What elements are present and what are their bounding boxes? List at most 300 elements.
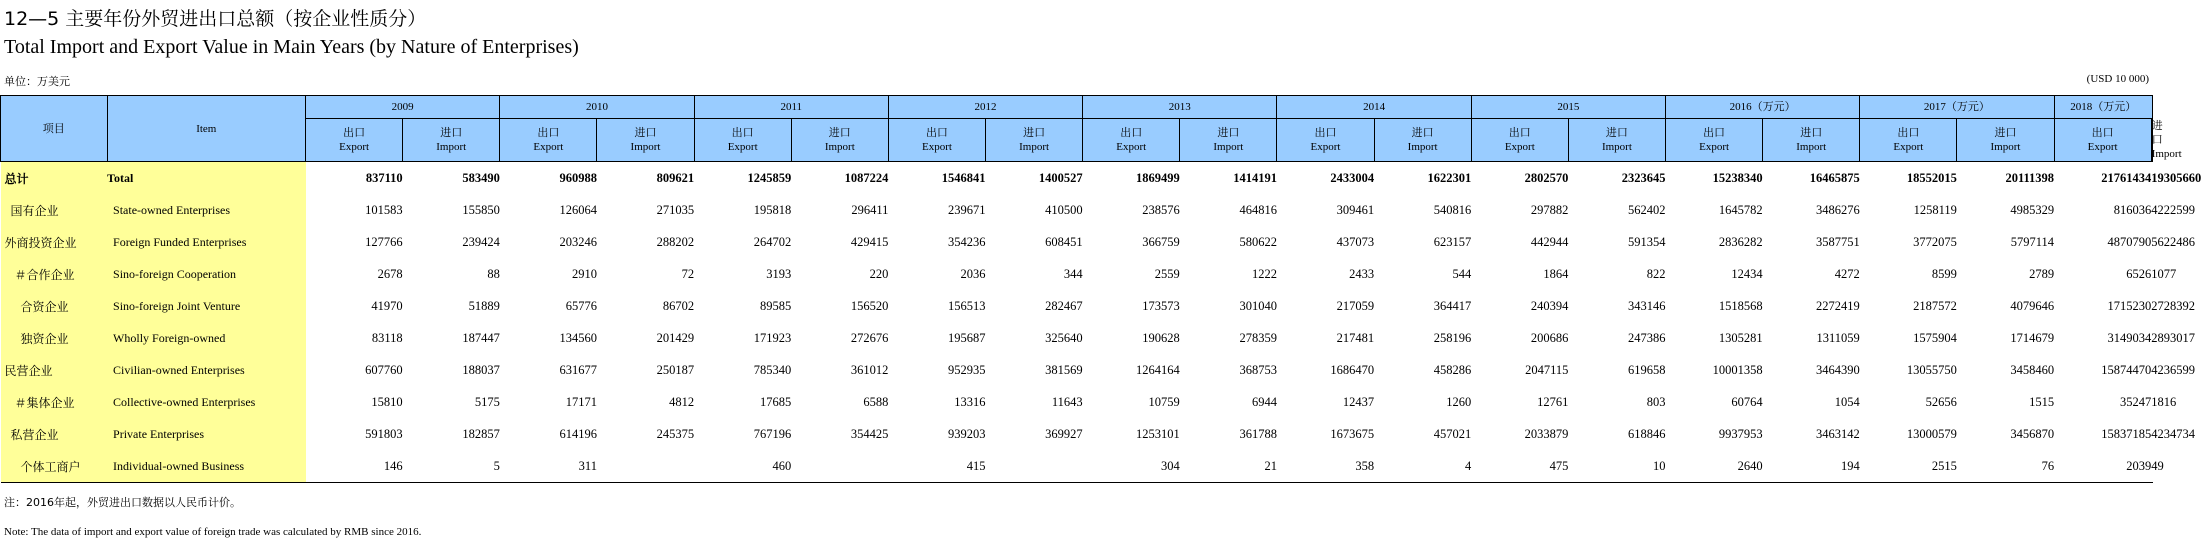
value-cell: 2039 [2054,450,2151,483]
table-row [1,290,2153,322]
value-cell: 767196 [753,426,792,441]
value-cell: 1222 [1251,266,1277,281]
export-header [1277,119,1374,162]
value-cell: 20111398 [2005,170,2055,185]
value-cell: 809621 [656,170,695,185]
value-cell: 6944 [1251,394,1277,409]
page-title-en: Total Import and Export Value in Main Years (by Nature of Enterprises) [4,36,579,58]
export-header [1471,119,1568,162]
import-header [791,119,888,162]
row-label-en: Foreign Funded Enterprises [107,226,305,258]
value-cell: 460 [694,450,791,483]
value-cell: 3464390 [1816,362,1860,377]
value-cell: 4222599 [2151,202,2195,217]
value-cell: 5797114 [2010,234,2055,249]
value-cell: 5 [403,450,500,483]
import-header [1957,119,2054,162]
year-header: 2018（万元） [2054,96,2152,119]
import-header-cn: 进口 [1023,127,1046,139]
value-cell: 278359 [1239,330,1277,345]
value-cell: 1715230 [2107,298,2152,313]
value-cell: 301040 [1239,298,1277,313]
import-header-en: Import [436,141,467,153]
export-header-en: Export [1893,141,1924,153]
value-cell: 220 [869,266,889,281]
value-cell: 2036 [960,266,986,281]
value-cell: 475 [1471,450,1568,483]
export-header-cn: 出口 [1120,127,1143,139]
export-header [1860,119,1957,162]
value-cell: 8599 [1931,266,1957,281]
value-cell: 247386 [1628,330,1666,345]
value-cell: 2678 [377,266,403,281]
value-cell: 282467 [1045,298,1083,313]
value-cell: 1518568 [1718,298,1763,313]
value-cell: 361012 [850,362,889,377]
value-cell: 591803 [365,426,403,441]
import-header-en: Import [1601,141,1632,153]
value-cell: 1245859 [747,170,792,185]
value-cell: 6526 [2126,266,2152,281]
value-cell [597,450,694,483]
data-table [0,95,2201,483]
value-cell: 366759 [1142,234,1180,249]
value-cell: 13316 [954,394,986,409]
import-header-cn: 进口 [1605,127,1628,139]
export-header-en: Export [339,141,370,153]
export-header-en: Export [1699,141,1730,153]
export-header [2054,119,2151,162]
value-cell: 12434 [1731,266,1763,281]
table-row [1,162,2153,195]
import-header [1374,119,1471,162]
value-cell: 2033879 [1524,426,1569,441]
value-cell: 195687 [948,330,986,345]
value-cell: 5175 [474,394,500,409]
value-cell: 72 [681,266,695,281]
value-cell: 325640 [1045,330,1083,345]
year-header: 2011 [694,96,888,119]
value-cell: 2187572 [1913,298,1957,313]
row-label-en: Civilian-owned Enterprises [107,354,305,386]
value-cell: 16465875 [1809,170,1860,185]
value-cell: 65776 [565,298,597,313]
value-cell: 580622 [1239,234,1277,249]
value-cell: 297882 [1530,202,1569,217]
export-header-en: Export [2087,141,2118,153]
value-cell: 296411 [851,202,889,217]
value-cell: 5622486 [2151,234,2195,249]
import-header [1763,119,1860,162]
export-header-cn: 出口 [537,127,560,139]
export-header-en: Export [921,141,952,153]
value-cell: 18552015 [1906,170,1957,185]
value-cell: 173573 [1142,298,1180,313]
table-row [1,354,2153,386]
import-header-en: Import [1019,141,1050,153]
value-cell: 2515 [1860,450,1957,483]
value-cell: 354236 [948,234,986,249]
import-header [1180,119,1277,162]
import-header-cn: 进口 [828,127,851,139]
value-cell: 203246 [559,234,597,249]
row-label-cn: 个体工商户 [1,450,108,483]
value-cell: 21761434 [2101,170,2152,185]
value-cell: 194 [1763,450,1860,483]
import-header-cn: 进口 [1217,127,1240,139]
table-row [1,322,2153,354]
value-cell: 271035 [656,202,695,217]
value-cell: 250187 [656,362,695,377]
unit-label-cn: 单位：万美元 [4,75,70,88]
value-cell: 10001358 [1712,362,1763,377]
value-cell: 3456870 [2010,426,2055,441]
import-header-en: Import [1213,141,1244,153]
value-cell: 2047115 [1525,362,1569,377]
value-cell: 2728392 [2151,298,2195,313]
table-header [1,96,2182,162]
value-cell: 12761 [1537,394,1569,409]
value-cell: 2433004 [1330,170,1375,185]
value-cell: 19305660 [2151,170,2201,185]
value-cell: 86702 [662,298,695,313]
export-header-cn: 出口 [731,127,754,139]
export-header-en: Export [533,141,564,153]
value-cell: 4 [1374,450,1471,483]
export-header-cn: 出口 [1703,127,1726,139]
value-cell: 1645782 [1718,202,1763,217]
row-label-en: Sino-foreign Joint Venture [107,290,305,322]
import-header [2151,119,2182,162]
value-cell: 458286 [1433,362,1472,377]
value-cell: 369927 [1045,426,1083,441]
row-label-cn: 国有企业 [1,194,108,226]
value-cell: 1253101 [1136,426,1180,441]
value-cell: 41970 [371,298,403,313]
value-cell: 960988 [559,170,597,185]
value-cell: 83118 [371,330,403,345]
year-header: 2015 [1471,96,1665,119]
value-cell: 195818 [753,202,792,217]
value-cell: 309461 [1336,202,1375,217]
value-cell: 10 [1568,450,1665,483]
value-cell: 17685 [759,394,792,409]
import-header-cn: 进口 [1994,127,2017,139]
table-body [1,162,2201,483]
value-cell: 35247 [2119,394,2152,409]
value-cell: 1546841 [941,170,986,185]
value-cell: 410500 [1045,202,1083,217]
value-cell: 12437 [1342,394,1375,409]
export-header [1666,119,1763,162]
value-cell: 1054 [1834,394,1860,409]
value-cell: 15810 [371,394,403,409]
value-cell: 1260 [1446,394,1472,409]
value-cell: 3772075 [1913,234,1957,249]
value-cell: 614196 [559,426,597,441]
export-header-en: Export [1310,141,1341,153]
value-cell: 2802570 [1524,170,1569,185]
import-header [403,119,500,162]
value-cell: 607760 [365,362,403,377]
row-label-en: Collective-owned Enterprises [107,386,305,418]
value-cell: 3486276 [1816,202,1860,217]
value-cell: 9937953 [1718,426,1763,441]
value-cell: 11643 [1051,394,1083,409]
value-cell: 13055750 [1906,362,1957,377]
value-cell: 13000579 [1906,426,1957,441]
value-cell: 1258119 [1913,202,1957,217]
export-header-cn: 出口 [2091,127,2114,139]
value-cell: 238576 [1142,202,1180,217]
value-cell: 127766 [365,234,403,249]
value-cell: 939203 [948,426,986,441]
value-cell: 3458460 [2010,362,2055,377]
import-header-cn: 进口 [634,127,657,139]
table-row [1,194,2153,226]
value-cell: 608451 [1045,234,1083,249]
value-cell: 188037 [462,362,500,377]
value-cell: 4234734 [2151,426,2195,441]
value-cell: 354425 [850,426,889,441]
value-cell: 1515 [2029,394,2055,409]
value-cell: 190628 [1142,330,1180,345]
value-cell: 785340 [753,362,792,377]
value-cell: 134560 [559,330,597,345]
value-cell: 381569 [1045,362,1083,377]
value-cell: 364417 [1433,298,1472,313]
export-header-en: Export [727,141,758,153]
export-header-cn: 出口 [1897,127,1920,139]
row-label-cn: ＃合作企业 [1,258,108,290]
export-header [1083,119,1180,162]
value-cell: 60764 [1731,394,1763,409]
value-cell: 1414191 [1233,170,1277,185]
value-cell: 240394 [1530,298,1569,313]
value-cell: 1864 [1543,266,1569,281]
row-label-cn: 总计 [1,162,108,195]
table-row [1,258,2153,290]
export-header [500,119,597,162]
year-header: 2009 [306,96,500,119]
value-cell: 4272 [1834,266,1860,281]
value-cell: 200686 [1530,330,1569,345]
value-cell: 415 [888,450,985,483]
export-header-cn: 出口 [343,127,366,139]
export-header-en: Export [1116,141,1147,153]
import-header [986,119,1083,162]
value-cell: 4985329 [2010,202,2055,217]
value-cell: 3149034 [2107,330,2152,345]
export-header [888,119,985,162]
year-header: 2012 [888,96,1082,119]
value-cell [791,450,888,483]
row-label-en: State-owned Enterprises [107,194,305,226]
value-cell: 591354 [1628,234,1666,249]
value-cell: 304 [1083,450,1180,483]
value-cell: 146 [306,450,403,483]
value-cell: 1575904 [1913,330,1957,345]
value-cell: 368753 [1239,362,1277,377]
value-cell: 156520 [850,298,889,313]
import-header-cn: 进口 [440,127,463,139]
value-cell: 264702 [753,234,792,249]
note-en: Note: The data of import and export value of foreign trade was calculated by RMB since 2016. [4,526,422,538]
value-cell: 2789 [2029,266,2055,281]
value-cell: 187447 [462,330,500,345]
import-header-cn: 进口 [1800,127,1823,139]
row-label-cn: ＃集体企业 [1,386,108,418]
row-label-cn: 外商投资企业 [1,226,108,258]
value-cell: 4870790 [2107,234,2152,249]
value-cell: 89585 [759,298,792,313]
value-cell: 15837185 [2101,426,2152,441]
value-cell: 623157 [1433,234,1472,249]
value-cell: 437073 [1336,234,1375,249]
row-label-cn: 合资企业 [1,290,108,322]
table-row [1,418,2153,450]
value-cell: 2640 [1666,450,1763,483]
value-cell: 1714679 [2010,330,2055,345]
value-cell [986,450,1083,483]
value-cell: 4812 [669,394,695,409]
value-cell: 21 [1180,450,1277,483]
import-header-en: Import [1796,141,1827,153]
value-cell: 3587751 [1816,234,1860,249]
page-title-cn: 12—5 主要年份外贸进出口总额（按企业性质分） [4,8,427,30]
value-cell: 311 [500,450,597,483]
year-header: 2014 [1277,96,1471,119]
value-cell: 803 [1646,394,1666,409]
export-header [694,119,791,162]
value-cell: 217059 [1336,298,1375,313]
value-cell: 88 [487,266,500,281]
import-header-cn: 进口 [1411,127,1434,139]
value-cell: 2893017 [2151,330,2195,345]
row-label-en: Individual-owned Business [107,450,305,483]
row-label-cn: 独资企业 [1,322,108,354]
value-cell: 156513 [948,298,986,313]
import-header [597,119,694,162]
row-label-en: Total [107,162,305,195]
value-cell: 544 [1452,266,1472,281]
value-cell: 2433 [1349,266,1375,281]
row-label-cn: 私营企业 [1,418,108,450]
value-cell: 1087224 [844,170,889,185]
import-header-en: Import [824,141,855,153]
value-cell: 457021 [1433,426,1472,441]
value-cell: 6588 [863,394,889,409]
value-cell: 4079646 [2010,298,2055,313]
import-header [1568,119,1665,162]
value-cell: 239671 [948,202,986,217]
value-cell: 76 [1957,450,2054,483]
export-header-en: Export [1504,141,1535,153]
value-cell: 258196 [1433,330,1472,345]
value-cell: 2272419 [1816,298,1860,313]
value-cell: 618846 [1628,426,1666,441]
value-cell: 442944 [1530,234,1569,249]
value-cell: 344 [1063,266,1083,281]
value-cell: 619658 [1628,362,1666,377]
value-cell: 822 [1646,266,1666,281]
table-row [1,226,2153,258]
value-cell: 2559 [1154,266,1180,281]
item-en-header: Item [107,96,305,162]
value-cell: 4236599 [2151,362,2195,377]
value-cell: 1311059 [1816,330,1860,345]
value-cell: 288202 [656,234,695,249]
value-cell: 51889 [468,298,500,313]
year-header: 2010 [500,96,694,119]
import-header-en: Import [1407,141,1438,153]
row-label-en: Private Enterprises [107,418,305,450]
item-cn-header: 项目 [1,96,108,162]
value-cell: 1869499 [1136,170,1180,185]
value-cell: 583490 [462,170,500,185]
value-cell: 1816 [2151,394,2177,409]
value-cell: 1264164 [1136,362,1180,377]
import-header-en: Import [630,141,661,153]
row-label-cn: 民营企业 [1,354,108,386]
table-row [1,386,2153,418]
value-cell: 361788 [1239,426,1277,441]
export-header-cn: 出口 [1508,127,1531,139]
value-cell: 155850 [462,202,500,217]
row-label-en: Sino-foreign Cooperation [107,258,305,290]
value-cell: 239424 [462,234,500,249]
unit-label-en: (USD 10 000) [2086,73,2149,85]
value-cell: 952935 [948,362,986,377]
value-cell: 171923 [753,330,792,345]
value-cell: 343146 [1628,298,1666,313]
value-cell: 182857 [462,426,500,441]
value-cell: 245375 [656,426,695,441]
value-cell: 429415 [850,234,889,249]
value-cell: 15238340 [1712,170,1763,185]
value-cell: 358 [1277,450,1374,483]
value-cell: 17171 [565,394,597,409]
value-cell: 2323645 [1621,170,1666,185]
value-cell: 1077 [2151,266,2177,281]
value-cell: 631677 [559,362,597,377]
value-cell: 10759 [1148,394,1180,409]
export-header [306,119,403,162]
value-cell: 15874470 [2101,362,2152,377]
value-cell: 2836282 [1718,234,1763,249]
value-cell: 1622301 [1427,170,1472,185]
row-label-en: Wholly Foreign-owned [107,322,305,354]
value-cell: 1686470 [1330,362,1375,377]
year-header: 2017（万元） [1860,96,2054,119]
value-cell: 837110 [365,170,403,185]
value-cell: 272676 [850,330,889,345]
value-cell: 540816 [1433,202,1472,217]
export-header-cn: 出口 [1314,127,1337,139]
year-header: 2013 [1083,96,1277,119]
value-cell: 3463142 [1816,426,1860,441]
export-header-cn: 出口 [925,127,948,139]
value-cell: 562402 [1628,202,1666,217]
table-row [1,450,2153,483]
value-cell: 2910 [571,266,597,281]
value-cell: 49 [2151,450,2152,483]
value-cell: 217481 [1336,330,1375,345]
value-cell: 201429 [656,330,695,345]
value-cell: 52656 [1925,394,1957,409]
value-cell: 816036 [2113,202,2152,217]
value-cell: 3193 [766,266,792,281]
